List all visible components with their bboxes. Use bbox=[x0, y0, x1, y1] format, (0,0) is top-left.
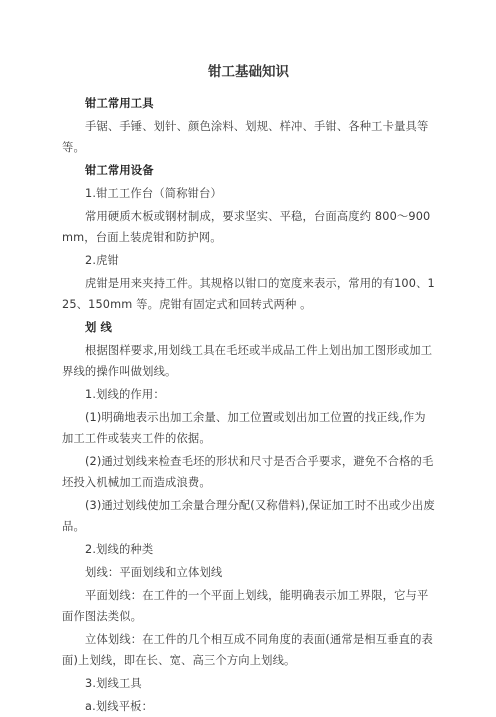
paragraph: 划线：平面划线和立体划线 bbox=[85, 566, 223, 579]
paragraph: 常用硬质木板或钢材制成，要求坚实、平稳，台面高度约 800～900mm，台面上装虎钳和防护网。 bbox=[62, 210, 431, 244]
paragraph: 3.划线工具 bbox=[85, 677, 142, 690]
paragraph: 2.虎钳 bbox=[85, 254, 119, 267]
paragraph: (2)通过划线来检查毛坯的形状和尺寸是否合乎要求，避免不合格的毛坯投入机械加工而造成浪费。 bbox=[62, 455, 434, 489]
section-heading: 钳工常用工具 bbox=[85, 97, 154, 110]
document-title: 钳工基础知识 bbox=[208, 64, 289, 80]
section-heading: 钳工常用设备 bbox=[85, 164, 154, 177]
section-heading: 划 线 bbox=[85, 321, 112, 334]
paragraph: a.划线平板： bbox=[85, 700, 154, 713]
paragraph: 平面划线：在工件的一个平面上划线，能明确表示加工界限，它与平面作图法类似。 bbox=[62, 589, 429, 623]
paragraph: 1.划线的作用： bbox=[85, 388, 165, 401]
paragraph: 虎钳是用来夹持工件。其规格以钳口的宽度来表示，常用的有100、125、150mm 等。虎钳有固定式和回转式两种 。 bbox=[62, 277, 435, 311]
paragraph: 根据图样要求,用划线工具在毛坯或半成品工件上划出加工图形或加工界线的操作叫做划线。 bbox=[62, 344, 433, 378]
paragraph: (1)明确地表示出加工余量、加工位置或划出加工位置的找正线,作为加工工件或装夹工件的依据。 bbox=[62, 411, 426, 445]
paragraph: (3)通过划线使加工余量合理分配(又称借料),保证加工时不出或少出废品。 bbox=[62, 499, 435, 533]
paragraph: 1.钳工工作台（简称钳台） bbox=[85, 187, 222, 200]
paragraph: 立体划线：在工件的几个相互成不同角度的表面(通常是相互垂直的表面)上划线，即在长、宽、高三个方向上划线。 bbox=[62, 633, 433, 667]
paragraph: 2.划线的种类 bbox=[85, 543, 154, 556]
paragraph: 手锯、手锤、划针、颜色涂料、划规、样冲、手钳、各种工卡量具等等。 bbox=[62, 120, 429, 154]
document-body bbox=[62, 93, 435, 717]
